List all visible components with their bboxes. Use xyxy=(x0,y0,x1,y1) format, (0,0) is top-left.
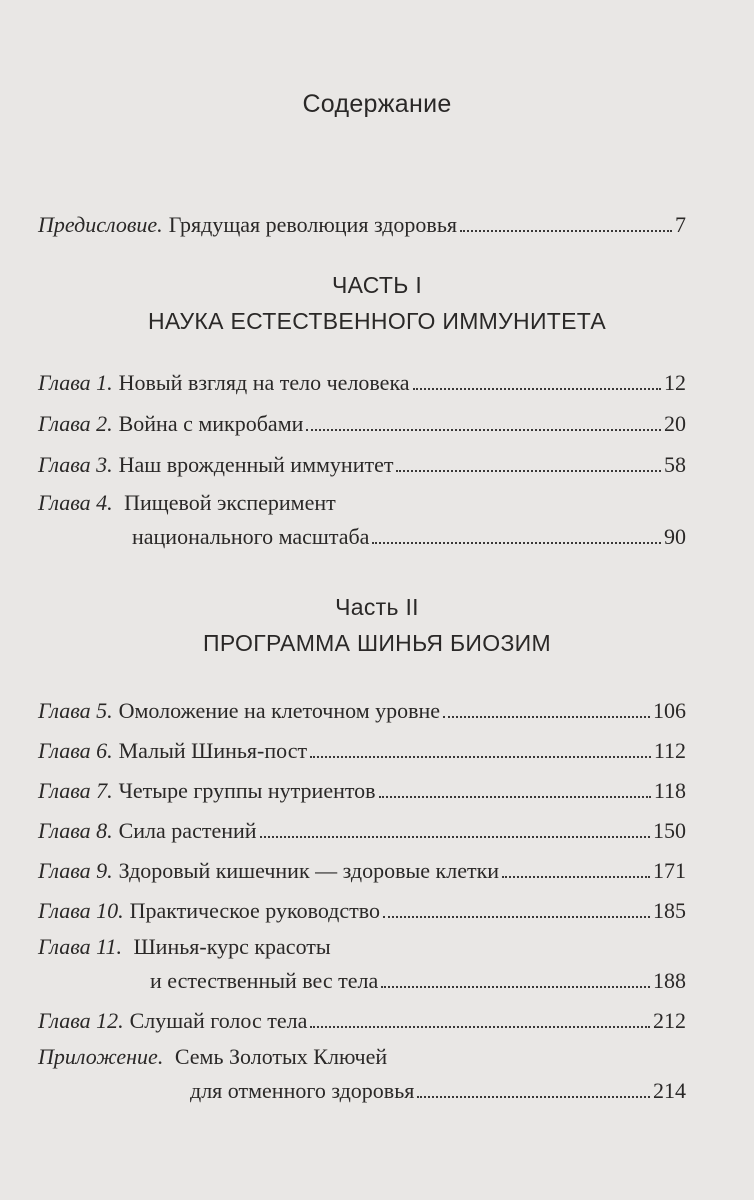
leader-dots xyxy=(413,388,661,390)
toc-entry-appendix[interactable] xyxy=(190,1076,686,1106)
toc-entry-chapter-10[interactable] xyxy=(38,896,686,926)
entry-title-cont: для отменного здоровья xyxy=(190,1078,415,1103)
leader-dots xyxy=(417,1096,650,1098)
entry-page: 214 xyxy=(653,1078,686,1103)
page-title: Содержание xyxy=(302,90,452,118)
leader-dots xyxy=(460,230,672,232)
entry-prefix: Глава 3. xyxy=(38,452,113,477)
entry-title-cont: национального масштаба xyxy=(132,524,370,549)
entry-title: Омоложение на клеточном уровне xyxy=(118,698,441,723)
entry-page: 20 xyxy=(664,411,686,436)
entry-prefix: Глава 7. xyxy=(38,778,113,803)
entry-page: 150 xyxy=(653,818,686,843)
toc-entry-preface[interactable] xyxy=(38,210,686,240)
part-1-label: ЧАСТЬ I xyxy=(331,272,423,298)
entry-title: Малый Шинья-пост xyxy=(118,738,308,763)
entry-prefix: Глава 11. xyxy=(38,934,122,959)
entry-page: 118 xyxy=(653,778,686,803)
entry-title: Четыре группы нутриентов xyxy=(118,778,376,803)
leader-dots xyxy=(502,876,650,878)
entry-prefix: Глава 5. xyxy=(38,698,113,723)
entry-title: Война с микробами xyxy=(118,411,304,436)
entry-title: Здоровый кишечник — здоровые клетки xyxy=(118,858,500,883)
toc-entry-chapter-4[interactable] xyxy=(132,522,686,552)
toc-entry-chapter-6[interactable] xyxy=(38,736,686,766)
entry-title: Пищевой эксперимент xyxy=(124,490,336,515)
entry-page: 58 xyxy=(664,452,686,477)
entry-page: 112 xyxy=(653,738,686,763)
toc-entry-chapter-7[interactable] xyxy=(38,776,686,806)
leader-dots xyxy=(372,542,661,544)
entry-prefix: Глава 6. xyxy=(38,738,113,763)
toc-entry-chapter-8[interactable] xyxy=(38,816,686,846)
entry-prefix: Предисловие. xyxy=(38,212,163,237)
leader-dots xyxy=(396,470,661,472)
entry-page: 106 xyxy=(653,698,686,723)
entry-title-cont: и естественный вес тела xyxy=(150,968,379,993)
leader-dots xyxy=(381,986,650,988)
entry-prefix: Глава 4. xyxy=(38,490,113,515)
part-2-label: Часть II xyxy=(335,594,419,620)
toc-entry-chapter-2[interactable] xyxy=(38,409,686,439)
toc-entry-chapter-5[interactable] xyxy=(38,696,686,726)
toc-entry-chapter-3[interactable] xyxy=(38,450,686,480)
part-2-name: ПРОГРАММА ШИНЬЯ БИОЗИМ xyxy=(203,630,551,656)
entry-prefix: Глава 8. xyxy=(38,818,113,843)
entry-prefix: Глава 10. xyxy=(38,898,124,923)
toc-entry-chapter-12[interactable] xyxy=(38,1006,686,1036)
leader-dots xyxy=(383,916,650,918)
entry-title: Сила растений xyxy=(118,818,257,843)
entry-page: 212 xyxy=(653,1008,686,1033)
toc-entry-chapter-11-line1[interactable] xyxy=(38,932,331,962)
leader-dots xyxy=(260,836,650,838)
entry-page: 185 xyxy=(653,898,686,923)
entry-page: 12 xyxy=(664,370,686,395)
toc-entry-chapter-11[interactable] xyxy=(150,966,686,996)
entry-title: Практическое руководство xyxy=(129,898,380,923)
entry-prefix: Глава 12. xyxy=(38,1008,124,1033)
toc-entry-appendix-line1[interactable] xyxy=(38,1042,387,1072)
entry-page: 7 xyxy=(675,212,686,237)
leader-dots xyxy=(306,429,661,431)
entry-prefix: Глава 1. xyxy=(38,370,113,395)
toc-entry-chapter-9[interactable] xyxy=(38,856,686,886)
entry-title: Наш врожденный иммунитет xyxy=(118,452,394,477)
entry-prefix: Глава 9. xyxy=(38,858,113,883)
entry-prefix: Глава 2. xyxy=(38,411,113,436)
entry-title: Слушай голос тела xyxy=(129,1008,308,1033)
entry-title: Шинья-курс красоты xyxy=(133,934,331,959)
entry-page: 188 xyxy=(653,968,686,993)
leader-dots xyxy=(443,716,650,718)
entry-title: Семь Золотых Ключей xyxy=(174,1044,388,1069)
entry-title: Новый взгляд на тело человека xyxy=(118,370,410,395)
entry-prefix: Приложение. xyxy=(38,1044,164,1069)
entry-title: Грядущая революция здоровья xyxy=(168,212,457,237)
toc-entry-chapter-1[interactable] xyxy=(38,368,686,398)
leader-dots xyxy=(310,756,651,758)
leader-dots xyxy=(379,796,651,798)
leader-dots xyxy=(310,1026,650,1028)
entry-page: 171 xyxy=(653,858,686,883)
entry-page: 90 xyxy=(664,524,686,549)
part-1-name: НАУКА ЕСТЕСТВЕННОГО ИММУНИТЕТА xyxy=(147,308,606,334)
toc-entry-chapter-4-line1[interactable] xyxy=(38,488,336,518)
